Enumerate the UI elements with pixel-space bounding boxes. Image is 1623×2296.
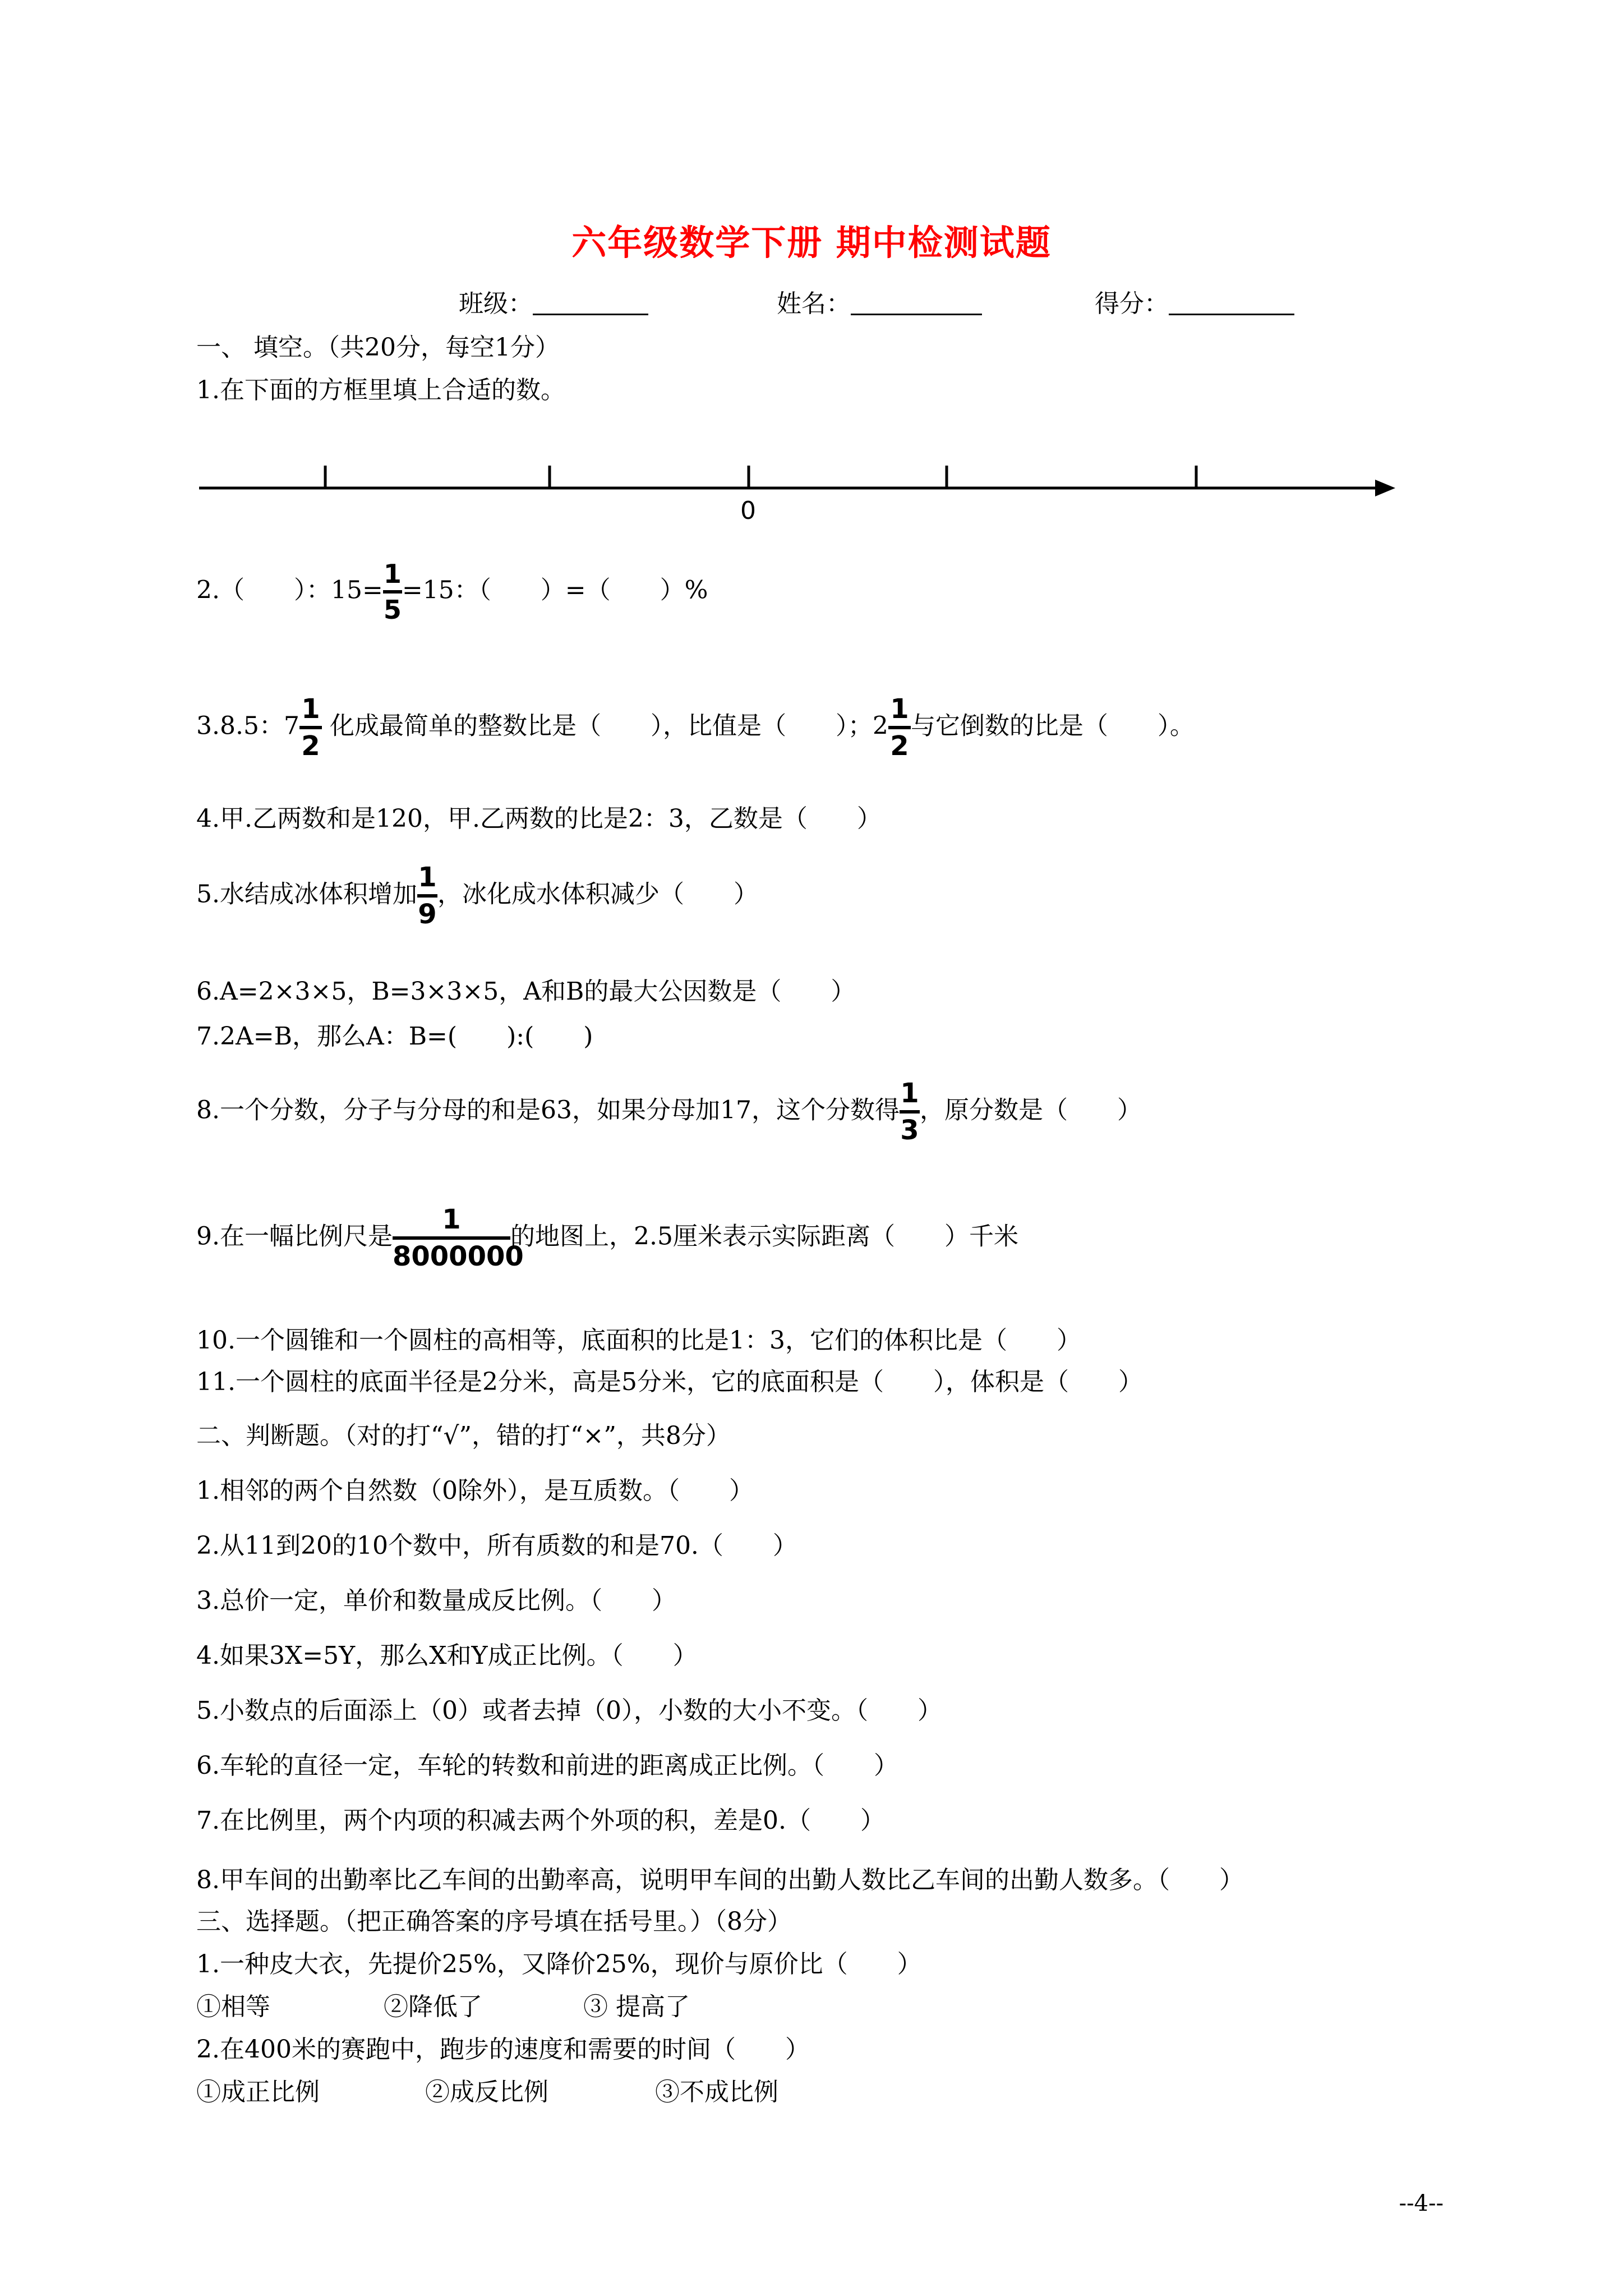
choice-2-option-1: ①成正比例 bbox=[196, 2078, 320, 2106]
question-9 bbox=[196, 1206, 1018, 1270]
question-2 bbox=[196, 561, 708, 623]
judge-item-2: 2.从11到20的10个数中，所有质数的和是70.（ ） bbox=[196, 1531, 797, 1560]
q9-text-a: 9.在一幅比例尺是 bbox=[196, 1222, 393, 1251]
fraction-1-2-a bbox=[299, 693, 322, 762]
fraction-numerator: 1 bbox=[900, 1078, 919, 1109]
question-3 bbox=[196, 693, 1195, 762]
q9-text-b: 的地图上，2.5厘米表示实际距离（ ）千米 bbox=[510, 1222, 1018, 1251]
fraction-numerator: 1 bbox=[418, 862, 437, 893]
question-10: 10.一个圆锥和一个圆柱的高相等，底面积的比是1：3，它们的体积比是（ ） bbox=[196, 1326, 1081, 1355]
q8-text-a: 8.一个分数，分子与分母的和是63，如果分母加17，这个分数得 bbox=[196, 1096, 900, 1125]
class-label: 班级： bbox=[459, 289, 533, 318]
choice-2-option-2: ②成反比例 bbox=[425, 2078, 548, 2106]
question-5 bbox=[196, 864, 758, 928]
q3-text-c: 与它倒数的比是（ ）。 bbox=[910, 711, 1195, 740]
judge-item-3: 3.总价一定，单价和数量成反比例。（ ） bbox=[196, 1586, 676, 1615]
q5-text-b: ，冰化成水体积减少（ ） bbox=[437, 880, 758, 909]
judge-item-6: 6.车轮的直径一定，车轮的转数和前进的距离成正比例。（ ） bbox=[196, 1751, 898, 1780]
fraction-denominator: 9 bbox=[418, 899, 437, 930]
question-6: 6.A=2×3×5，B=3×3×5，A和B的最大公因数是（ ） bbox=[196, 977, 856, 1006]
judge-item-8: 8.甲车间的出勤率比乙车间的出勤率高，说明甲车间的出勤人数比乙车间的出勤人数多。（ ） bbox=[196, 1866, 1244, 1894]
q3-text-a: 3.8.5：7 bbox=[196, 711, 299, 740]
fraction-denominator: 2 bbox=[301, 730, 320, 762]
choice-question-1: 1.一种皮大衣，先提价25%，又降价25%，现价与原价比（ ） bbox=[196, 1950, 922, 1978]
question-8 bbox=[196, 1080, 1142, 1144]
fraction-scale bbox=[392, 1204, 524, 1272]
zero-label: 0 bbox=[740, 496, 756, 525]
fraction-numerator: 1 bbox=[442, 1204, 461, 1235]
fraction-1-2-b bbox=[888, 693, 911, 762]
q8-text-b: ，原分数是（ ） bbox=[919, 1096, 1142, 1125]
q2-text-a: 2.（ ）：15= bbox=[196, 576, 383, 605]
section2-heading: 二、判断题。（对的打“√”，错的打“×”，共8分） bbox=[196, 1421, 731, 1450]
score-blank[interactable] bbox=[1169, 289, 1294, 315]
question-11: 11.一个圆柱的底面半径是2分米，高是5分米，它的底面积是（ ），体积是（ ） bbox=[196, 1368, 1143, 1396]
q2-text-b: =15：（ ）=（ ）% bbox=[402, 576, 708, 605]
name-blank[interactable] bbox=[851, 289, 982, 315]
fraction-denominator: 8000000 bbox=[392, 1241, 524, 1272]
judge-item-5: 5.小数点的后面添上（0）或者去掉（0），小数的大小不变。（ ） bbox=[196, 1696, 942, 1725]
choice-question-2: 2.在400米的赛跑中，跑步的速度和需要的时间（ ） bbox=[196, 2035, 810, 2064]
question-7: 7.2A=B，那么A：B=( ):( ) bbox=[196, 1022, 593, 1051]
fraction-denominator: 5 bbox=[383, 595, 402, 625]
judge-item-1: 1.相邻的两个自然数（0除外），是互质数。（ ） bbox=[196, 1476, 754, 1505]
choice-1-option-1: ①相等 bbox=[196, 1993, 270, 2021]
score-field bbox=[1095, 287, 1294, 321]
fraction-numerator: 1 bbox=[890, 693, 909, 725]
fraction-denominator: 3 bbox=[900, 1115, 919, 1146]
fraction-1-5 bbox=[383, 561, 402, 623]
fraction-1-9 bbox=[417, 864, 437, 928]
judge-item-4: 4.如果3X=5Y，那么X和Y成正比例。（ ） bbox=[196, 1641, 698, 1670]
section3-heading: 三、选择题。（把正确答案的序号填在括号里。）（8分） bbox=[196, 1907, 792, 1936]
choice-1-option-3: ③ 提高了 bbox=[583, 1993, 690, 2021]
choice-1-option-2: ②降低了 bbox=[384, 1993, 482, 2021]
class-field bbox=[459, 287, 648, 321]
number-line bbox=[191, 454, 1402, 527]
fraction-denominator: 2 bbox=[890, 730, 909, 762]
score-label: 得分： bbox=[1095, 289, 1169, 318]
q5-text-a: 5.水结成冰体积增加 bbox=[196, 880, 417, 909]
page-title: 六年级数学下册 期中检测试题 bbox=[571, 222, 1052, 263]
judge-item-7: 7.在比例里，两个内项的积减去两个外项的积，差是0.（ ） bbox=[196, 1806, 885, 1835]
page-number: --4-- bbox=[1399, 2191, 1444, 2216]
section1-heading: 一、 填空。（共20分，每空1分） bbox=[196, 333, 560, 362]
question-4: 4.甲.乙两数和是120，甲.乙两数的比是2：3，乙数是（ ） bbox=[196, 804, 882, 833]
question-1: 1.在下面的方框里填上合适的数。 bbox=[196, 376, 565, 404]
q3-text-b: 化成最简单的整数比是（ ），比值是（ ）；2 bbox=[321, 711, 888, 740]
number-line-arrow bbox=[1375, 480, 1395, 496]
fraction-numerator: 1 bbox=[301, 693, 320, 725]
name-field bbox=[777, 287, 982, 321]
class-blank[interactable] bbox=[533, 289, 648, 315]
choice-2-option-3: ③不成比例 bbox=[655, 2078, 778, 2106]
fraction-1-3 bbox=[900, 1080, 920, 1144]
fraction-numerator: 1 bbox=[383, 559, 402, 589]
name-label: 姓名： bbox=[777, 289, 851, 318]
